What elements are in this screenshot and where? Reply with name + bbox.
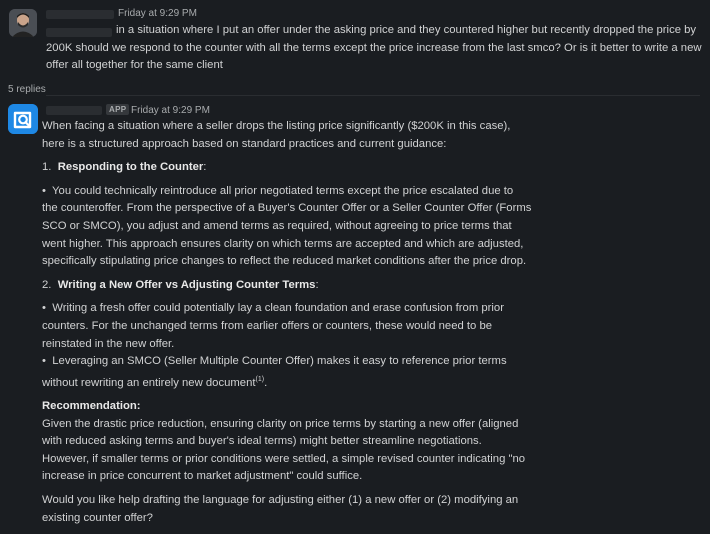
bullet-icon: • xyxy=(42,355,46,368)
recommendation-title xyxy=(42,398,532,416)
bot-logo-icon xyxy=(8,104,38,134)
section-2-bullet-1-text: Writing a fresh offer could potentially lay a clean foundation and erase confusion from prior counters. For the unchanged terms from earlier offers or counters, these would need to be reinstated in the new offer. xyxy=(42,302,504,350)
section-2-colon: : xyxy=(315,278,319,291)
section-2-bullet-2-end: . xyxy=(264,376,268,389)
thread-divider xyxy=(46,95,700,96)
citation-marker[interactable]: (1) xyxy=(255,375,265,383)
closing-question: Would you like help drafting the language for adjusting either (1) a new offer or (2) modifying an existing counter offer? xyxy=(42,494,519,524)
app-badge: APP xyxy=(106,104,129,115)
section-1-number: 1. xyxy=(42,161,52,174)
section-2-bullet-2 xyxy=(42,353,532,392)
section-2-heading xyxy=(42,277,532,295)
message-text: in a situation where I put an offer under the asking price and they countered higher but recently dropped the price by 200K should we respond to the counter with all the terms except the price increase from the last smco? Or is it better to write a new offer all together for the same client xyxy=(46,24,702,72)
section-2-number: 2. xyxy=(42,278,52,291)
bot-avatar[interactable] xyxy=(8,104,38,134)
bullet-icon: • xyxy=(42,184,46,197)
bot-name-redacted[interactable] xyxy=(46,106,102,115)
section-2-title: Writing a New Offer vs Adjusting Counter Terms xyxy=(57,278,316,291)
recommendation-text: Given the drastic price reduction, ensuring clarity on price terms by starting a new offer (aligned with reduced asking terms and buyer's ideal terms) might better streamline negotiations. However, if smaller terms or prior conditions were settled, a simple revised counter indicating "no increase in price concurrent to market adjustment" could suffice. xyxy=(42,417,526,483)
recommendation-heading: Recommendation: xyxy=(42,400,141,413)
section-1-bullet xyxy=(42,183,532,271)
message-timestamp[interactable]: Friday at 9:29 PM xyxy=(118,8,197,19)
author-name-redacted[interactable] xyxy=(46,10,114,19)
thread-replies-label[interactable]: 5 replies xyxy=(8,84,46,95)
section-2-bullet-1 xyxy=(42,300,532,353)
bullet-icon: • xyxy=(42,302,46,315)
answer-body xyxy=(42,118,532,527)
answer-timestamp[interactable]: Friday at 9:29 PM xyxy=(131,105,210,116)
section-2-bullet-2-text: Leveraging an SMCO (Seller Multiple Counter Offer) makes it easy to reference prior terms without rewriting an entirely new document xyxy=(42,355,507,389)
section-1-title: Responding to the Counter xyxy=(57,161,204,174)
section-1-colon: : xyxy=(203,161,207,174)
user-avatar[interactable] xyxy=(9,9,37,37)
section-1-heading xyxy=(42,159,532,177)
section-1-bullet-text: You could technically reintroduce all prior negotiated terms except the price escalated due to the counteroffer. From the perspective of a Buyer's Counter Offer or a Seller Counter Offer (Forms SCO or SMCO), you adjust and amend terms as required, without agreeing to price terms that went higher. This approach ensures clarity on which terms are accepted and which are adjusted, specifically stipulating price changes to reflect the reduced market conditions after the price drop. xyxy=(42,184,532,268)
answer-intro: When facing a situation where a seller drops the listing price significantly ($200K in this case), here is a structured approach based on standard practices and current guidance: xyxy=(42,120,511,150)
